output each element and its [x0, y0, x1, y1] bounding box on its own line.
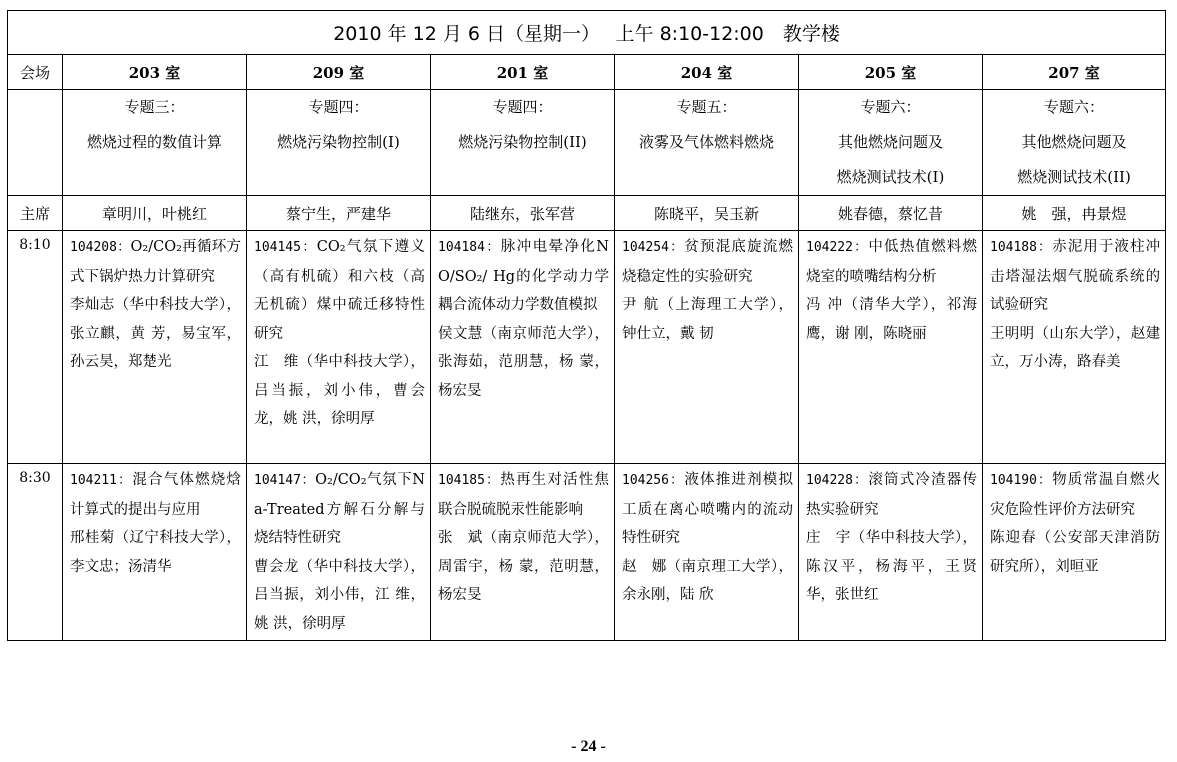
paper-code: 104222：: [806, 240, 869, 255]
page-number: - 24 -: [571, 738, 606, 755]
topic-cell: [431, 90, 615, 196]
paper-cell: [247, 464, 431, 641]
paper-authors: 江 维（华中科技大学），吕当振，刘小伟，曹会龙，姚 洪，徐明厚: [254, 354, 425, 427]
paper-title: 滚筒式冷渣器传热实验研究: [806, 472, 977, 518]
paper-authors: 庄 宇（华中科技大学），陈汉平，杨海平，王贤华，张世红: [806, 530, 977, 603]
paper-cell: [799, 464, 983, 641]
paper-code: 104256：: [622, 473, 685, 488]
topic-cell: [63, 90, 247, 196]
topic-number: 专题六：: [860, 98, 921, 116]
room-header: 201 室: [431, 55, 615, 90]
topic-cell: [247, 90, 431, 196]
topic-row: [8, 90, 1166, 196]
paper-code: 104190：: [990, 473, 1053, 488]
paper-code: 104147：: [254, 473, 316, 488]
paper-cell: [247, 231, 431, 464]
paper-code: 104188：: [990, 240, 1053, 255]
paper-authors: 邢桂菊（辽宁科技大学），李文忠；汤清华: [70, 530, 241, 575]
topic-cell: [983, 90, 1166, 196]
paper-title: O₂/CO₂再循环方式下锅炉热力计算研究: [70, 239, 241, 285]
time-slot-row: [8, 231, 1166, 464]
paper-code: 104145：: [254, 240, 317, 255]
topic-name: 其他燃烧问题及: [837, 133, 943, 151]
room-header-row: [8, 55, 1166, 90]
paper-code: 104208：: [70, 240, 131, 255]
topic-number: 专题五：: [676, 98, 737, 116]
paper-title: 物质常温自燃火灾危险性评价方法研究: [990, 472, 1161, 518]
paper-authors: 侯文慧（南京师范大学），张海茹，范朋慧，杨 蒙，杨宏旻: [438, 325, 609, 399]
paper-title: 赤泥用于液柱冲击塔湿法烟气脱硫系统的试验研究: [990, 239, 1161, 313]
room-header: 207 室: [983, 55, 1166, 90]
topic-name-cont: 燃烧测试技术(I): [836, 168, 945, 186]
paper-cell: [983, 231, 1166, 464]
paper-code: 104254：: [622, 240, 685, 255]
paper-authors: 张 斌（南京师范大学），周雷宇，杨 蒙，范明慧，杨宏旻: [438, 530, 609, 603]
paper-code: 104228：: [806, 473, 869, 488]
chair-names: 蔡宁生，严建华: [247, 196, 431, 231]
chair-row: [8, 196, 1166, 231]
room-header: 204 室: [615, 55, 799, 90]
topic-name: 燃烧污染物控制(I): [277, 133, 400, 151]
slot-time: 8:30: [8, 464, 63, 641]
chair-names: 姚春德，蔡忆昔: [799, 196, 983, 231]
chair-names: 陈晓平，吴玉新: [615, 196, 799, 231]
room-header: 209 室: [247, 55, 431, 90]
topic-name: 其他燃烧问题及: [1021, 133, 1127, 151]
paper-code: 104185：: [438, 473, 501, 488]
paper-title: 脉冲电晕净化NO/SO₂/ Hg的化学动力学耦合流体动力学数值模拟: [438, 239, 609, 313]
paper-authors: 王明明（山东大学），赵建立，万小涛，路春美: [990, 325, 1161, 370]
paper-authors: 曹会龙（华中科技大学），吕当振，刘小伟，江 维，姚 洪，徐明厚: [254, 558, 425, 632]
paper-cell: [63, 464, 247, 641]
paper-title: 贫预混底旋流燃烧稳定性的实验研究: [622, 239, 793, 285]
paper-title: 中低热值燃料燃烧室的喷嘴结构分析: [806, 239, 977, 285]
topic-number: 专题三：: [124, 98, 185, 116]
paper-authors: 陈迎春（公安部天津消防研究所），刘晅亚: [990, 530, 1161, 575]
paper-cell: [799, 231, 983, 464]
topic-name: 燃烧污染物控制(II): [458, 133, 587, 151]
room-header: 203 室: [63, 55, 247, 90]
schedule-title: 2010 年 12 月 6 日（星期一） 上午 8:10-12:00 教学楼: [8, 11, 1166, 55]
paper-code: 104211：: [70, 473, 133, 488]
topic-name-cont: 燃烧测试技术(II): [1017, 168, 1131, 186]
topic-cell: [799, 90, 983, 196]
title-row: [8, 11, 1166, 55]
schedule-table: [7, 10, 1166, 641]
paper-code: 104184：: [438, 240, 501, 255]
slot-time: 8:10: [8, 231, 63, 464]
topic-number: 专题四：: [308, 98, 369, 116]
chair-names: 陆继东，张军营: [431, 196, 615, 231]
paper-authors: 尹 航（上海理工大学），钟仕立，戴 韧: [622, 297, 793, 342]
paper-cell: [615, 231, 799, 464]
chair-names: 章明川，叶桃红: [63, 196, 247, 231]
paper-cell: [983, 464, 1166, 641]
paper-authors: 李灿志（华中科技大学），张立麒，黄 芳，易宝军，孙云昊，郑楚光: [70, 297, 241, 370]
paper-cell: [615, 464, 799, 641]
chair-label: 主席: [8, 196, 63, 231]
paper-title: CO₂气氛下遵义（高有机硫）和六枝（高无机硫）煤中硫迁移特性研究: [254, 239, 425, 342]
paper-title: 液体推进剂模拟工质在离心喷嘴内的流动特性研究: [622, 472, 793, 546]
paper-cell: [63, 231, 247, 464]
chair-names: 姚 强，冉景煜: [983, 196, 1166, 231]
venue-label: 会场: [8, 55, 63, 90]
paper-authors: 赵 娜（南京理工大学），余永刚，陆 欣: [622, 558, 793, 603]
topic-row-label: [8, 90, 63, 196]
paper-title: 热再生对活性焦联合脱硫脱汞性能影响: [438, 472, 609, 518]
paper-cell: [431, 464, 615, 641]
room-header: 205 室: [799, 55, 983, 90]
time-slot-row: [8, 464, 1166, 641]
topic-number: 专题六：: [1044, 98, 1105, 116]
topic-number: 专题四：: [492, 98, 553, 116]
topic-name: 燃烧过程的数值计算: [86, 133, 222, 151]
topic-name: 液雾及气体燃料燃烧: [638, 133, 774, 151]
paper-title: 混合气体燃烧焓计算式的提出与应用: [70, 472, 241, 518]
paper-title: O₂/CO₂气氛下Na-Treated方解石分解与烧结特性研究: [254, 472, 425, 546]
paper-cell: [431, 231, 615, 464]
paper-authors: 冯 冲（清华大学），祁海鹰，谢 刚，陈晓丽: [806, 297, 977, 342]
topic-cell: [615, 90, 799, 196]
